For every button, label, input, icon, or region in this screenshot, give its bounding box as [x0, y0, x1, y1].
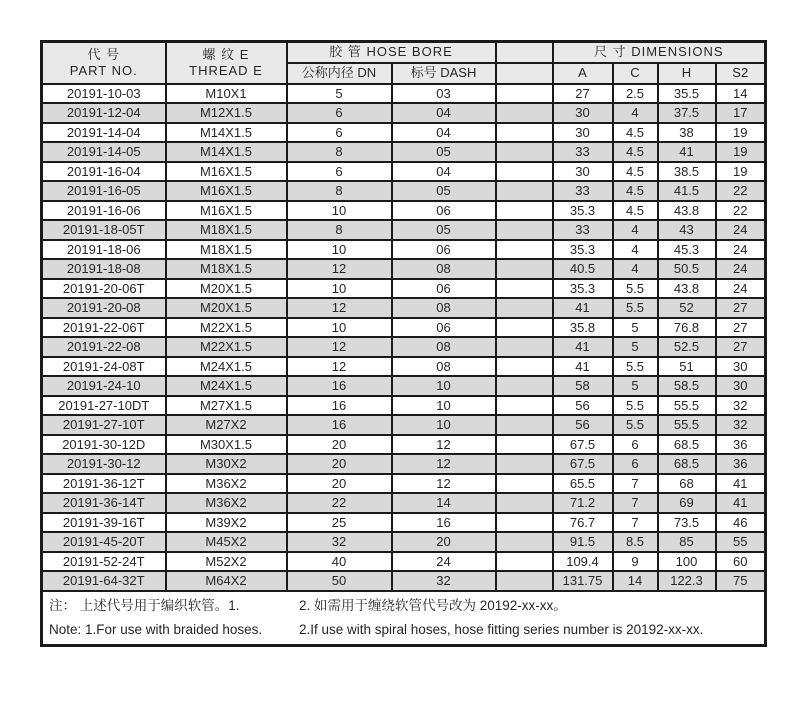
cell-dash: 04: [392, 103, 496, 123]
cell-c: 5.5: [613, 415, 658, 435]
cell-dash: 08: [392, 298, 496, 318]
cell-s2: 22: [716, 181, 766, 201]
cell-c: 7: [613, 493, 658, 513]
cell-c: 5: [613, 376, 658, 396]
cell-spacer: [496, 123, 553, 143]
cell-dn: 10: [287, 279, 392, 299]
cell-s2: 24: [716, 220, 766, 240]
cell-spacer: [496, 493, 553, 513]
col-header-dn: 公称内径 DN: [287, 63, 392, 84]
cell-dash: 08: [392, 337, 496, 357]
cell-part-no: 20191-27-10DT: [42, 396, 166, 416]
cell-spacer: [496, 240, 553, 260]
cell-s2: 36: [716, 435, 766, 455]
cell-a: 35.3: [553, 201, 613, 221]
table-row: [42, 318, 766, 338]
cell-thread: M52X2: [166, 552, 287, 572]
cell-s2: 19: [716, 123, 766, 143]
table-row: [42, 84, 766, 104]
cell-c: 4: [613, 220, 658, 240]
cell-part-no: 20191-36-14T: [42, 493, 166, 513]
col-header-dimensions: 尺 寸 DIMENSIONS: [553, 42, 766, 63]
cell-h: 100: [658, 552, 716, 572]
cell-a: 33: [553, 181, 613, 201]
cell-spacer: [496, 552, 553, 572]
cell-s2: 22: [716, 201, 766, 221]
cell-dash: 06: [392, 240, 496, 260]
cell-dn: 10: [287, 201, 392, 221]
cell-dn: 8: [287, 142, 392, 162]
cell-part-no: 20191-30-12: [42, 454, 166, 474]
cell-s2: 27: [716, 318, 766, 338]
cell-s2: 75: [716, 571, 766, 591]
cell-thread: M16X1.5: [166, 162, 287, 182]
cell-dash: 12: [392, 435, 496, 455]
cell-part-no: 20191-36-12T: [42, 474, 166, 494]
cell-thread: M18X1.5: [166, 220, 287, 240]
cell-a: 56: [553, 415, 613, 435]
cell-c: 6: [613, 435, 658, 455]
cell-spacer: [496, 571, 553, 591]
cell-s2: 41: [716, 474, 766, 494]
cell-thread: M36X2: [166, 493, 287, 513]
table-row: [42, 454, 766, 474]
cell-s2: 17: [716, 103, 766, 123]
cell-spacer: [496, 181, 553, 201]
cell-a: 40.5: [553, 259, 613, 279]
cell-h: 41: [658, 142, 716, 162]
cell-part-no: 20191-39-16T: [42, 513, 166, 533]
cell-a: 35.3: [553, 240, 613, 260]
cell-dn: 5: [287, 84, 392, 104]
cell-dash: 08: [392, 259, 496, 279]
cell-a: 58: [553, 376, 613, 396]
cell-s2: 55: [716, 532, 766, 552]
cell-a: 109.4: [553, 552, 613, 572]
cell-spacer: [496, 103, 553, 123]
cell-s2: 41: [716, 493, 766, 513]
notes-row: [42, 591, 766, 646]
cell-a: 27: [553, 84, 613, 104]
cell-c: 4: [613, 259, 658, 279]
cell-a: 35.3: [553, 279, 613, 299]
cell-dn: 12: [287, 357, 392, 377]
cell-thread: M27X2: [166, 415, 287, 435]
col-header-thread: [166, 42, 287, 84]
cell-thread: M39X2: [166, 513, 287, 533]
cell-c: 5.5: [613, 298, 658, 318]
cell-c: 4: [613, 103, 658, 123]
note-en-2: 2.If use with spiral hoses, hose fitting series number is 20192-xx-xx.: [299, 621, 704, 637]
cell-h: 43: [658, 220, 716, 240]
cell-part-no: 20191-20-06T: [42, 279, 166, 299]
cell-dash: 04: [392, 162, 496, 182]
table-row: [42, 123, 766, 143]
cell-spacer: [496, 318, 553, 338]
cell-a: 41: [553, 337, 613, 357]
cell-a: 41: [553, 357, 613, 377]
cell-h: 51: [658, 357, 716, 377]
note-cn-2: 2. 如需用于缠绕软管代号改为 20192-xx-xx。: [299, 597, 567, 613]
cell-thread: M18X1.5: [166, 240, 287, 260]
cell-h: 55.5: [658, 415, 716, 435]
cell-h: 38: [658, 123, 716, 143]
cell-s2: 36: [716, 454, 766, 474]
cell-thread: M10X1: [166, 84, 287, 104]
cell-part-no: 20191-16-04: [42, 162, 166, 182]
cell-a: 30: [553, 123, 613, 143]
cell-thread: M24X1.5: [166, 357, 287, 377]
thread-label-en: THREAD E: [189, 62, 263, 78]
cell-a: 41: [553, 298, 613, 318]
table-row: [42, 298, 766, 318]
cell-part-no: 20191-18-08: [42, 259, 166, 279]
table-row: [42, 376, 766, 396]
cell-spacer: [496, 435, 553, 455]
cell-c: 4.5: [613, 142, 658, 162]
cell-dn: 25: [287, 513, 392, 533]
cell-c: 4.5: [613, 162, 658, 182]
table-row: [42, 220, 766, 240]
cell-part-no: 20191-52-24T: [42, 552, 166, 572]
cell-dash: 32: [392, 571, 496, 591]
cell-spacer: [496, 259, 553, 279]
cell-a: 131.75: [553, 571, 613, 591]
cell-s2: 19: [716, 142, 766, 162]
cell-c: 5.5: [613, 279, 658, 299]
note-en-1: Note: 1.For use with braided hoses.: [49, 621, 263, 637]
table-row: [42, 532, 766, 552]
cell-h: 58.5: [658, 376, 716, 396]
cell-thread: M22X1.5: [166, 318, 287, 338]
cell-spacer: [496, 513, 553, 533]
cell-part-no: 20191-20-08: [42, 298, 166, 318]
table-row: [42, 571, 766, 591]
cell-s2: 24: [716, 259, 766, 279]
cell-dash: 10: [392, 376, 496, 396]
cell-dn: 12: [287, 259, 392, 279]
cell-c: 4: [613, 240, 658, 260]
cell-thread: M20X1.5: [166, 279, 287, 299]
table-row: [42, 493, 766, 513]
cell-thread: M22X1.5: [166, 337, 287, 357]
cell-h: 73.5: [658, 513, 716, 533]
cell-dn: 40: [287, 552, 392, 572]
cell-dn: 12: [287, 337, 392, 357]
cell-h: 43.8: [658, 279, 716, 299]
cell-part-no: 20191-22-06T: [42, 318, 166, 338]
cell-h: 52: [658, 298, 716, 318]
cell-dash: 12: [392, 454, 496, 474]
cell-part-no: 20191-24-08T: [42, 357, 166, 377]
cell-part-no: 20191-64-32T: [42, 571, 166, 591]
cell-part-no: 20191-22-08: [42, 337, 166, 357]
cell-part-no: 20191-24-10: [42, 376, 166, 396]
cell-thread: M18X1.5: [166, 259, 287, 279]
cell-a: 30: [553, 162, 613, 182]
cell-dash: 10: [392, 415, 496, 435]
cell-s2: 30: [716, 357, 766, 377]
cell-part-no: 20191-18-05T: [42, 220, 166, 240]
cell-a: 35.8: [553, 318, 613, 338]
cell-dash: 04: [392, 123, 496, 143]
cell-s2: 19: [716, 162, 766, 182]
cell-h: 43.8: [658, 201, 716, 221]
spec-table: [40, 40, 767, 647]
cell-spacer: [496, 142, 553, 162]
table-row: [42, 357, 766, 377]
cell-dn: 8: [287, 220, 392, 240]
cell-c: 5: [613, 318, 658, 338]
cell-s2: 60: [716, 552, 766, 572]
cell-h: 68.5: [658, 435, 716, 455]
cell-dash: 08: [392, 357, 496, 377]
cell-h: 69: [658, 493, 716, 513]
cell-dash: 14: [392, 493, 496, 513]
notes-grid: [49, 598, 760, 638]
cell-s2: 14: [716, 84, 766, 104]
cell-spacer: [496, 220, 553, 240]
cell-dn: 10: [287, 318, 392, 338]
cell-part-no: 20191-27-10T: [42, 415, 166, 435]
cell-dn: 20: [287, 474, 392, 494]
cell-h: 41.5: [658, 181, 716, 201]
cell-c: 8.5: [613, 532, 658, 552]
table-row: [42, 552, 766, 572]
cell-part-no: 20191-16-06: [42, 201, 166, 221]
cell-c: 9: [613, 552, 658, 572]
cell-spacer: [496, 474, 553, 494]
cell-part-no: 20191-12-04: [42, 103, 166, 123]
cell-spacer: [496, 532, 553, 552]
cell-spacer: [496, 415, 553, 435]
cell-c: 2.5: [613, 84, 658, 104]
cell-dash: 06: [392, 318, 496, 338]
cell-c: 5: [613, 337, 658, 357]
cell-spacer: [496, 279, 553, 299]
notes-cell: [42, 591, 766, 646]
thread-label-cn: 螺 纹 E: [202, 46, 250, 62]
table-row: [42, 103, 766, 123]
cell-s2: 24: [716, 279, 766, 299]
cell-h: 68: [658, 474, 716, 494]
col-header-a: A: [553, 63, 613, 84]
cell-a: 33: [553, 142, 613, 162]
header-row-top: [42, 42, 766, 63]
cell-part-no: 20191-14-05: [42, 142, 166, 162]
table-row: [42, 435, 766, 455]
cell-s2: 32: [716, 396, 766, 416]
cell-dn: 8: [287, 181, 392, 201]
table-row: [42, 162, 766, 182]
cell-dn: 20: [287, 454, 392, 474]
cell-thread: M27X1.5: [166, 396, 287, 416]
cell-spacer: [496, 357, 553, 377]
cell-c: 5.5: [613, 396, 658, 416]
cell-dash: 05: [392, 220, 496, 240]
cell-a: 71.2: [553, 493, 613, 513]
cell-h: 55.5: [658, 396, 716, 416]
cell-dash: 06: [392, 279, 496, 299]
cell-dn: 10: [287, 240, 392, 260]
cell-spacer: [496, 396, 553, 416]
cell-h: 38.5: [658, 162, 716, 182]
cell-h: 68.5: [658, 454, 716, 474]
cell-dn: 32: [287, 532, 392, 552]
cell-part-no: 20191-45-20T: [42, 532, 166, 552]
cell-h: 37.5: [658, 103, 716, 123]
cell-h: 122.3: [658, 571, 716, 591]
cell-dash: 10: [392, 396, 496, 416]
cell-thread: M64X2: [166, 571, 287, 591]
cell-spacer: [496, 201, 553, 221]
cell-dn: 16: [287, 376, 392, 396]
cell-dn: 20: [287, 435, 392, 455]
table-row: [42, 201, 766, 221]
cell-thread: M30X1.5: [166, 435, 287, 455]
cell-c: 7: [613, 474, 658, 494]
cell-a: 76.7: [553, 513, 613, 533]
note-cn-1: 注： 上述代号用于编织软管。1.: [49, 597, 240, 613]
cell-dash: 16: [392, 513, 496, 533]
cell-a: 56: [553, 396, 613, 416]
cell-c: 6: [613, 454, 658, 474]
cell-c: 7: [613, 513, 658, 533]
cell-thread: M24X1.5: [166, 376, 287, 396]
cell-dash: 05: [392, 181, 496, 201]
cell-spacer: [496, 454, 553, 474]
cell-part-no: 20191-18-06: [42, 240, 166, 260]
table-body: [42, 84, 766, 591]
cell-h: 85: [658, 532, 716, 552]
cell-s2: 30: [716, 376, 766, 396]
table-row: [42, 142, 766, 162]
cell-dash: 20: [392, 532, 496, 552]
cell-s2: 32: [716, 415, 766, 435]
col-header-dash: 标号 DASH: [392, 63, 496, 84]
cell-a: 33: [553, 220, 613, 240]
col-header-spacer-bottom: [496, 63, 553, 84]
cell-part-no: 20191-16-05: [42, 181, 166, 201]
cell-dn: 16: [287, 396, 392, 416]
cell-dn: 6: [287, 123, 392, 143]
cell-spacer: [496, 337, 553, 357]
cell-dash: 03: [392, 84, 496, 104]
cell-dn: 6: [287, 103, 392, 123]
part-no-label-cn: 代 号: [87, 46, 121, 62]
cell-thread: M36X2: [166, 474, 287, 494]
cell-s2: 27: [716, 298, 766, 318]
cell-a: 65.5: [553, 474, 613, 494]
cell-a: 67.5: [553, 454, 613, 474]
table-row: [42, 396, 766, 416]
table-row: [42, 474, 766, 494]
table-row: [42, 513, 766, 533]
table-row: [42, 279, 766, 299]
cell-dn: 6: [287, 162, 392, 182]
cell-s2: 24: [716, 240, 766, 260]
cell-thread: M14X1.5: [166, 142, 287, 162]
table-row: [42, 240, 766, 260]
cell-part-no: 20191-30-12D: [42, 435, 166, 455]
cell-thread: M12X1.5: [166, 103, 287, 123]
cell-thread: M16X1.5: [166, 181, 287, 201]
table-row: [42, 415, 766, 435]
cell-h: 52.5: [658, 337, 716, 357]
cell-spacer: [496, 298, 553, 318]
col-header-part-no: [42, 42, 166, 84]
cell-dn: 22: [287, 493, 392, 513]
cell-a: 91.5: [553, 532, 613, 552]
cell-c: 14: [613, 571, 658, 591]
cell-c: 4.5: [613, 123, 658, 143]
cell-dash: 06: [392, 201, 496, 221]
cell-thread: M20X1.5: [166, 298, 287, 318]
col-header-s2: S2: [716, 63, 766, 84]
col-header-spacer-top: [496, 42, 553, 63]
cell-dn: 50: [287, 571, 392, 591]
cell-thread: M16X1.5: [166, 201, 287, 221]
cell-part-no: 20191-10-03: [42, 84, 166, 104]
col-header-hose-bore: 胶 管 HOSE BORE: [287, 42, 496, 63]
cell-dash: 12: [392, 474, 496, 494]
part-no-label-en: PART NO.: [69, 62, 138, 78]
cell-s2: 46: [716, 513, 766, 533]
cell-s2: 27: [716, 337, 766, 357]
cell-a: 67.5: [553, 435, 613, 455]
cell-h: 35.5: [658, 84, 716, 104]
table-row: [42, 181, 766, 201]
cell-dn: 16: [287, 415, 392, 435]
cell-dash: 05: [392, 142, 496, 162]
cell-spacer: [496, 162, 553, 182]
cell-c: 4.5: [613, 181, 658, 201]
table-row: [42, 337, 766, 357]
cell-thread: M45X2: [166, 532, 287, 552]
cell-thread: M30X2: [166, 454, 287, 474]
cell-dash: 24: [392, 552, 496, 572]
cell-spacer: [496, 84, 553, 104]
cell-c: 5.5: [613, 357, 658, 377]
cell-part-no: 20191-14-04: [42, 123, 166, 143]
col-header-c: C: [613, 63, 658, 84]
cell-spacer: [496, 376, 553, 396]
cell-thread: M14X1.5: [166, 123, 287, 143]
col-header-h: H: [658, 63, 716, 84]
cell-dn: 12: [287, 298, 392, 318]
cell-h: 45.3: [658, 240, 716, 260]
cell-h: 50.5: [658, 259, 716, 279]
cell-h: 76.8: [658, 318, 716, 338]
cell-c: 4.5: [613, 201, 658, 221]
table-row: [42, 259, 766, 279]
cell-a: 30: [553, 103, 613, 123]
